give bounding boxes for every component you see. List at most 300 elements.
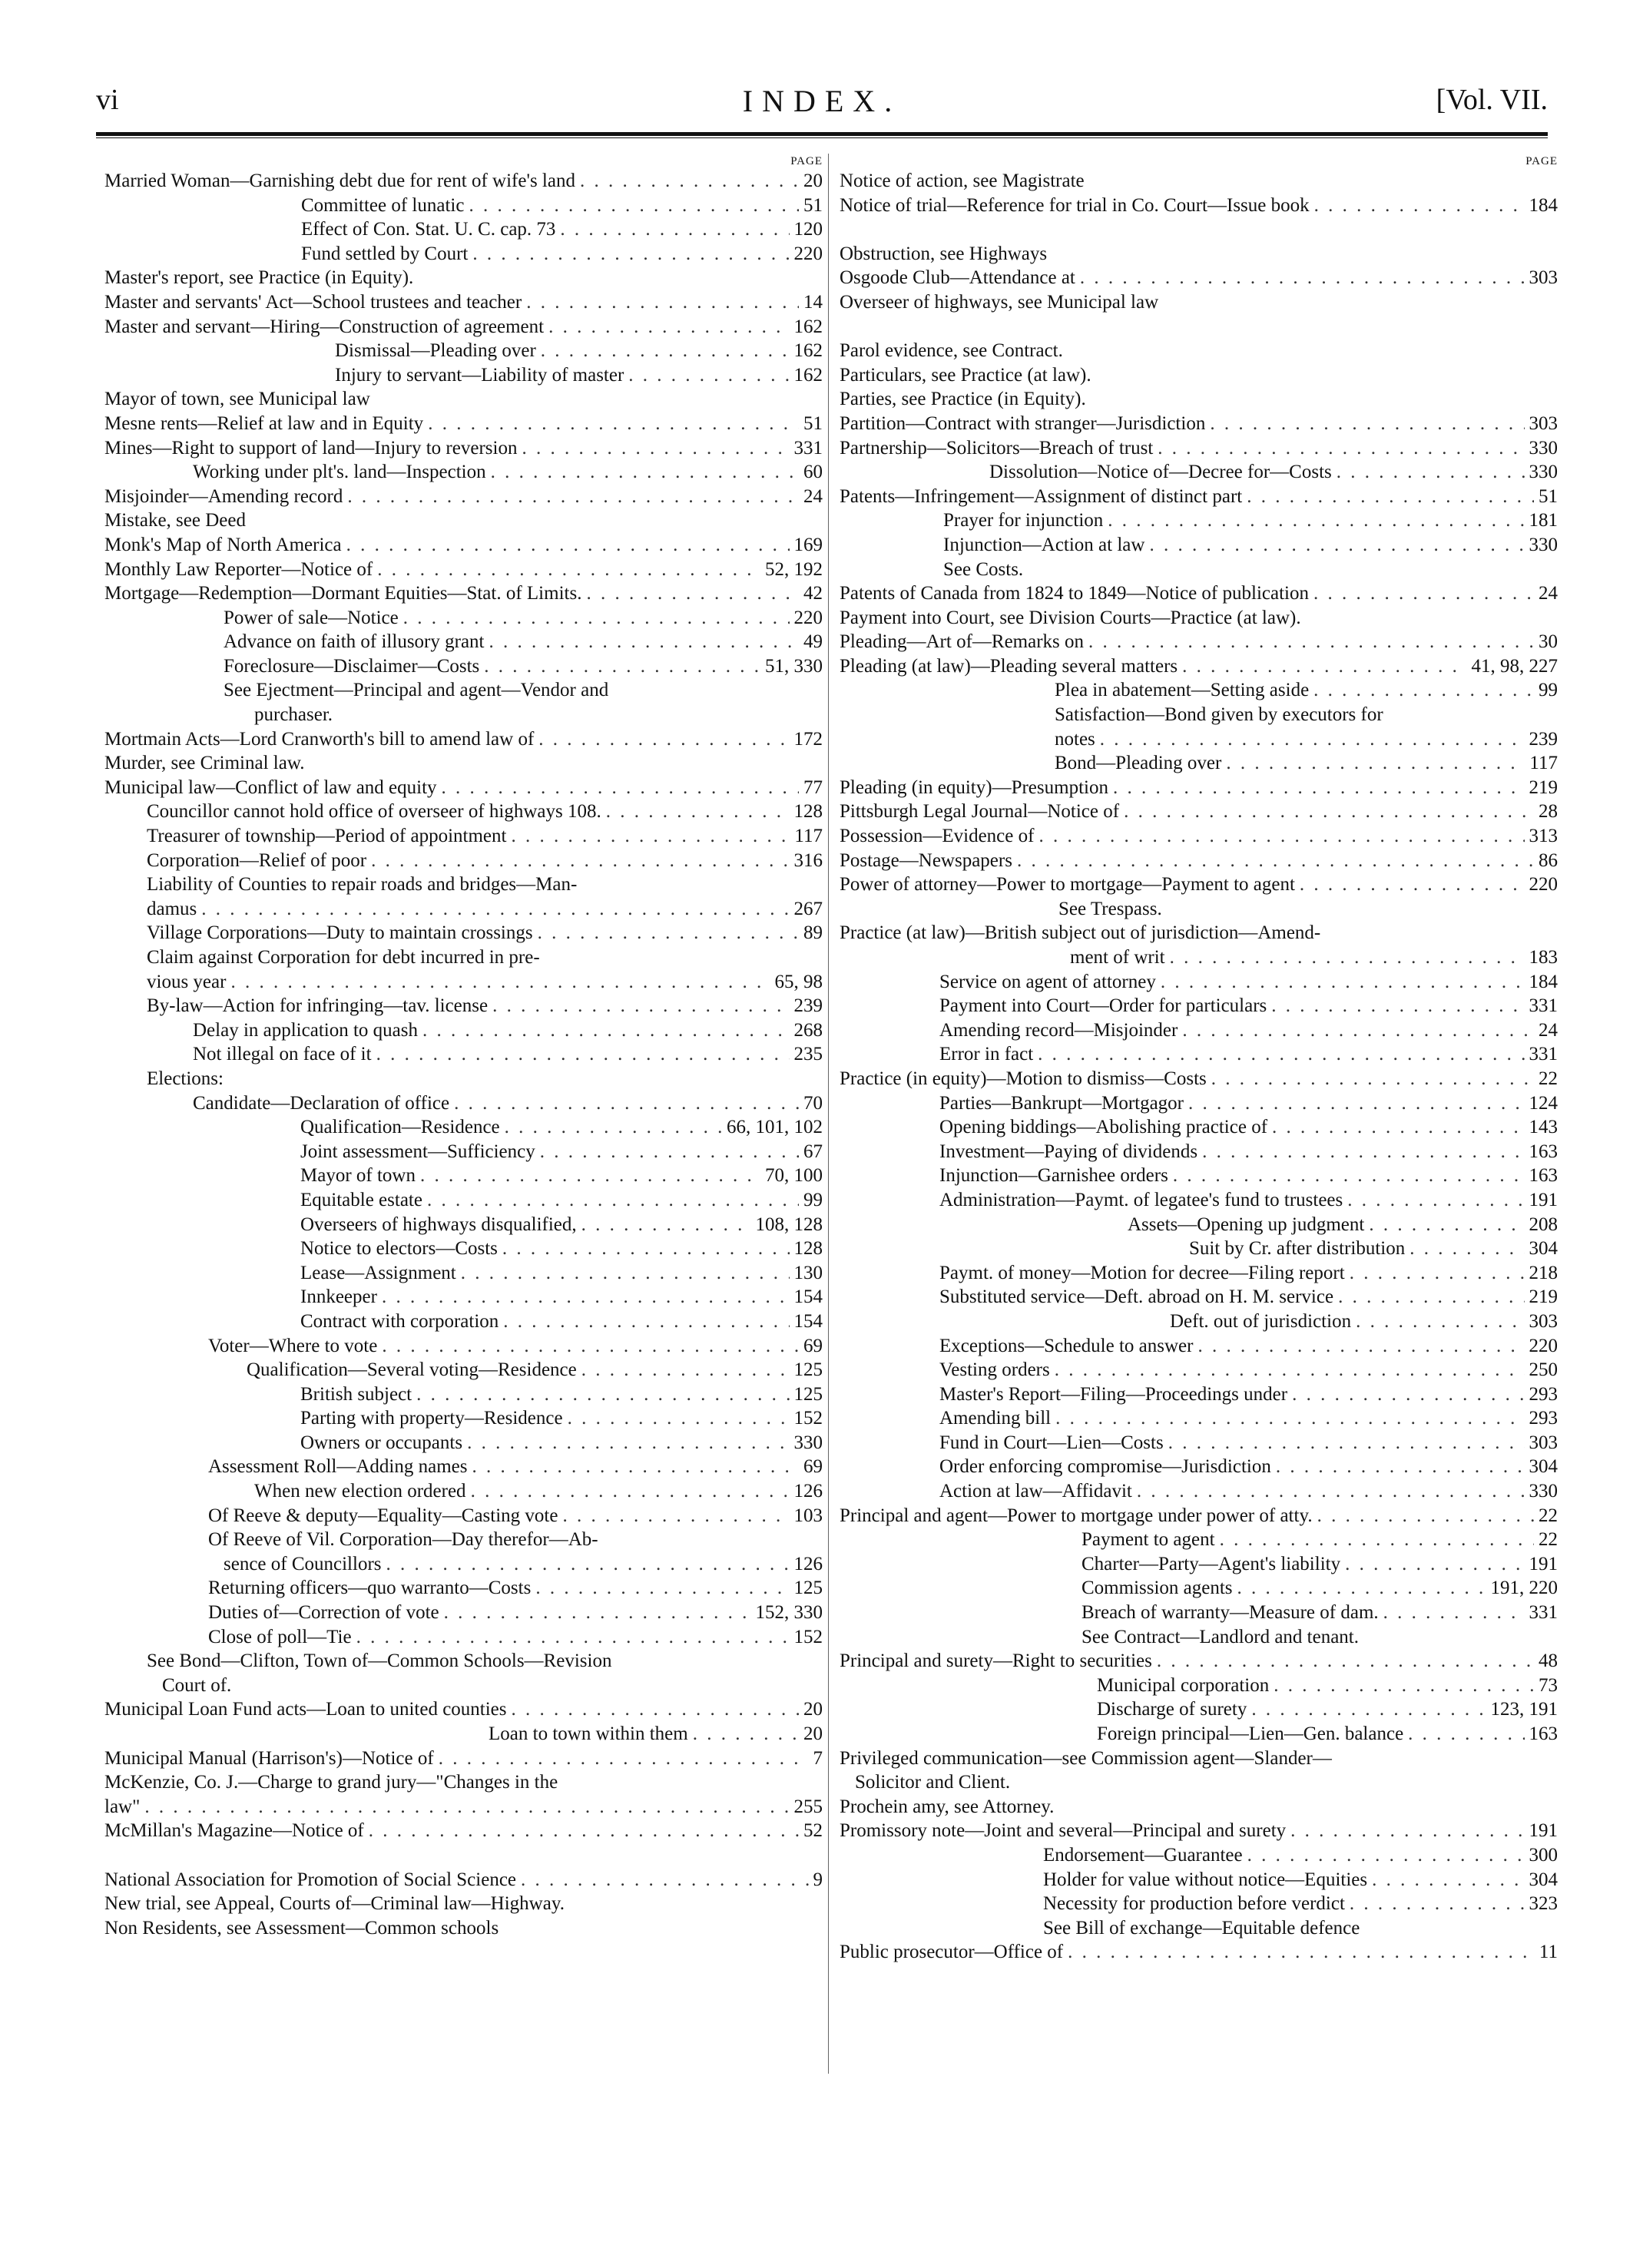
leader-dots <box>503 1309 789 1334</box>
index-entry <box>104 1188 823 1213</box>
leader-dots <box>472 1455 800 1479</box>
entry-page-ref: 218 <box>1529 1262 1558 1283</box>
entry-text: Notice of action, see Magistrate <box>840 171 1085 191</box>
entry-page-ref: 126 <box>793 1553 823 1574</box>
entry-page-ref: 220 <box>793 243 823 264</box>
entry-page-ref: 162 <box>793 364 823 386</box>
entry-text: Of Reeve & deputy—Equality—Casting vote <box>208 1505 558 1526</box>
index-entry <box>840 1164 1558 1188</box>
leader-dots <box>1100 727 1525 752</box>
entry-text: See Contract—Landlord and tenant. <box>1081 1626 1359 1647</box>
page-column-label: PAGE <box>1525 155 1558 167</box>
entry-text: Charter—Party—Agent's liability <box>1081 1553 1341 1574</box>
column-divider <box>828 154 829 2074</box>
leader-dots <box>1149 533 1524 558</box>
entry-page-ref: 70 <box>803 1092 823 1114</box>
entry-page-ref: 250 <box>1529 1359 1558 1381</box>
leader-dots <box>1158 436 1524 461</box>
index-entry <box>104 1528 823 1552</box>
entry-page-ref: 255 <box>793 1796 823 1817</box>
entry-text: Voter—Where to vote <box>208 1335 378 1356</box>
entry-text: law" <box>104 1796 141 1817</box>
leader-dots <box>1182 1018 1534 1043</box>
index-entry <box>840 945 1558 970</box>
index-entry <box>104 412 823 436</box>
entry-text: Of Reeve of Vil. Corporation—Day therefor—Ab- <box>208 1529 598 1551</box>
leader-dots <box>1247 485 1534 509</box>
index-entry <box>840 872 1558 897</box>
entry-text: Amending bill <box>939 1408 1052 1429</box>
entry-page-ref: 123, 191 <box>1490 1699 1558 1720</box>
index-entry <box>104 970 823 995</box>
leader-dots <box>1211 1067 1534 1091</box>
leader-dots <box>1197 1334 1524 1359</box>
entry-text: Fund in Court—Lien—Costs <box>939 1432 1164 1453</box>
entry-text: Notice to electors—Costs <box>300 1238 498 1260</box>
entry-text: Councillor cannot hold office of overseer of highways 108. <box>147 801 601 823</box>
leader-dots <box>144 1795 789 1819</box>
index-entry <box>840 1916 1558 1941</box>
entry-text: Suit by Cr. after distribution <box>1189 1238 1406 1260</box>
leader-dots <box>581 1213 751 1237</box>
entry-text: Discharge of surety <box>1097 1699 1247 1720</box>
index-entry <box>104 1504 823 1528</box>
leader-dots <box>693 1722 799 1747</box>
leader-dots <box>1251 1697 1486 1722</box>
index-entry <box>104 508 823 533</box>
entry-text: Master and servant—Hiring—Construction of agreement <box>104 316 545 337</box>
index-entry <box>840 678 1558 703</box>
entry-text: Possession—Evidence of <box>840 826 1035 847</box>
leader-dots <box>1383 1601 1525 1625</box>
leader-dots <box>1113 776 1525 800</box>
index-entry <box>840 1237 1558 1261</box>
entry-text: Committee of lunatic <box>301 194 465 216</box>
entry-page-ref: 51 <box>1539 485 1558 507</box>
index-entry <box>840 849 1558 873</box>
index-entry <box>104 1309 823 1334</box>
leader-dots <box>403 606 790 631</box>
entry-page-ref: 48 <box>1539 1651 1558 1672</box>
entry-text: Partnership—Solicitors—Breach of trust <box>840 437 1154 459</box>
leader-dots <box>1290 1819 1524 1843</box>
entry-text: Murder, see Criminal law. <box>104 753 305 774</box>
entry-page-ref: 304 <box>1529 1456 1558 1478</box>
index-entry <box>840 363 1558 388</box>
entry-text: Necessity for production before verdict <box>1043 1893 1345 1915</box>
leader-dots <box>1350 1892 1525 1916</box>
entry-text: Action at law—Affidavit <box>939 1481 1132 1502</box>
entry-text: Innkeeper <box>300 1286 377 1308</box>
index-entry <box>104 872 823 897</box>
entry-page-ref: 191 <box>1529 1189 1558 1210</box>
leader-dots <box>356 1625 790 1650</box>
blank-line <box>840 315 1558 339</box>
leader-dots <box>1220 1528 1534 1552</box>
entry-text: Joint assessment—Sufficiency <box>300 1141 535 1162</box>
entry-text: Parol evidence, see Contract. <box>840 340 1063 362</box>
entry-page-ref: 125 <box>793 1359 823 1381</box>
leader-dots <box>1313 678 1534 703</box>
page-number: vi <box>96 84 119 116</box>
entry-text: Overseer of highways, see Municipal law <box>840 291 1159 313</box>
index-entry <box>104 1285 823 1309</box>
leader-dots <box>371 849 789 873</box>
entry-page-ref: 20 <box>803 1699 823 1720</box>
leader-dots <box>560 217 789 242</box>
entry-page-ref: 303 <box>1529 1432 1558 1453</box>
entry-text: Municipal Loan Fund acts—Loan to united counties <box>104 1699 507 1720</box>
entry-page-ref: 293 <box>1529 1408 1558 1429</box>
entry-page-ref: 268 <box>793 1019 823 1041</box>
index-entry <box>104 436 823 461</box>
index-entry <box>104 1358 823 1382</box>
entry-text: purchaser. <box>254 704 333 726</box>
entry-text: Pleading (at law)—Pleading several matters <box>840 655 1178 677</box>
index-entry <box>104 1140 823 1164</box>
entry-text: Principal and agent—Power to mortgage under power of atty. <box>840 1505 1313 1526</box>
leader-dots <box>1068 1940 1535 1965</box>
leader-dots <box>230 970 770 995</box>
page-header <box>96 83 1548 137</box>
entry-text: Equitable estate <box>300 1189 422 1210</box>
index-entry <box>104 897 823 922</box>
index-entry <box>840 1795 1558 1819</box>
index-entry <box>104 1649 823 1674</box>
entry-text: Mayor of town, see Municipal law <box>104 389 370 410</box>
entry-page-ref: 73 <box>1539 1674 1558 1696</box>
index-entry <box>840 1649 1558 1674</box>
entry-page-ref: 125 <box>793 1578 823 1599</box>
entry-text: Duties of—Correction of vote <box>208 1602 439 1624</box>
entry-page-ref: 152 <box>793 1626 823 1647</box>
index-entry <box>840 1479 1558 1504</box>
entry-text: Master and servants' Act—School trustees and teacher <box>104 291 522 313</box>
leader-dots <box>491 460 799 485</box>
index-entry <box>104 678 823 703</box>
entry-page-ref: 11 <box>1539 1942 1558 1963</box>
leader-dots <box>502 1237 790 1261</box>
entry-page-ref: 183 <box>1529 947 1558 968</box>
leader-dots <box>522 436 789 461</box>
leader-dots <box>422 1018 790 1043</box>
index-entry <box>104 1674 823 1698</box>
entry-page-ref: 219 <box>1529 1286 1558 1308</box>
leader-dots <box>428 412 799 436</box>
entry-page-ref: 69 <box>803 1335 823 1356</box>
entry-page-ref: 108, 128 <box>755 1213 823 1235</box>
leader-dots <box>1409 1237 1524 1261</box>
entry-text: Misjoinder—Amending record <box>104 485 343 507</box>
index-entry <box>104 994 823 1018</box>
index-entry <box>840 1576 1558 1601</box>
entry-page-ref: 52 <box>803 1820 823 1842</box>
entry-text: Injury to servant—Liability of master <box>335 364 624 386</box>
index-entry <box>840 1770 1558 1795</box>
entry-page-ref: 304 <box>1529 1238 1558 1260</box>
index-entry <box>104 1018 823 1043</box>
index-entry <box>840 1382 1558 1407</box>
index-entry <box>840 1892 1558 1916</box>
index-list-left <box>104 169 823 1940</box>
index-entry <box>104 387 823 412</box>
entry-page-ref: 293 <box>1529 1383 1558 1405</box>
leader-dots <box>512 1697 799 1722</box>
entry-text: Mistake, see Deed <box>104 510 246 531</box>
index-entry <box>104 945 823 970</box>
entry-page-ref: 331 <box>793 437 823 459</box>
entry-text: Exceptions—Schedule to answer <box>939 1335 1194 1356</box>
leader-dots <box>454 1091 799 1116</box>
index-entry <box>104 1406 823 1431</box>
entry-page-ref: 130 <box>793 1262 823 1283</box>
entry-page-ref: 24 <box>803 485 823 507</box>
entry-page-ref: 117 <box>794 826 823 847</box>
entry-text: McMillan's Magazine—Notice of <box>104 1820 364 1842</box>
entry-text: Parties—Bankrupt—Mortgagor <box>939 1092 1184 1114</box>
entry-text: Obstruction, see Highways <box>840 243 1048 264</box>
entry-page-ref: 65, 98 <box>774 971 823 992</box>
entry-page-ref: 184 <box>1529 971 1558 992</box>
entry-text: Mortmain Acts—Lord Cranworth's bill to amend law of <box>104 728 535 750</box>
entry-page-ref: 191 <box>1529 1553 1558 1574</box>
index-entry <box>840 1747 1558 1771</box>
index-entry <box>104 921 823 945</box>
entry-page-ref: 330 <box>1529 534 1558 555</box>
entry-text: Commission agents <box>1081 1578 1233 1599</box>
entry-page-ref: 152 <box>793 1408 823 1429</box>
index-entry <box>104 1795 823 1819</box>
index-entry <box>840 1358 1558 1382</box>
entry-text: Qualification—Residence <box>300 1117 500 1138</box>
index-entry <box>104 727 823 752</box>
index-entry <box>840 1140 1558 1164</box>
index-entry <box>840 1188 1558 1213</box>
page-title: INDEX. <box>742 84 902 118</box>
entry-page-ref: 22 <box>1539 1505 1558 1526</box>
index-entry <box>104 1916 823 1941</box>
entry-text: Monk's Map of North America <box>104 534 342 555</box>
entry-page-ref: 99 <box>1539 680 1558 701</box>
entry-text: Vesting orders <box>939 1359 1050 1381</box>
entry-page-ref: 323 <box>1529 1893 1558 1915</box>
entry-page-ref: 330 <box>1529 462 1558 483</box>
entry-page-ref: 124 <box>1529 1092 1558 1114</box>
entry-text: Dismissal—Pleading over <box>335 340 536 362</box>
entry-text: Municipal Manual (Harrison's)—Notice of <box>104 1747 434 1769</box>
index-entry <box>104 824 823 849</box>
index-entry <box>104 1819 823 1843</box>
index-entry <box>104 1868 823 1892</box>
entry-text: Satisfaction—Bond given by executors for <box>1055 704 1383 726</box>
entry-text: Claim against Corporation for debt incurred in pre- <box>147 947 540 968</box>
entry-page-ref: 66, 101, 102 <box>727 1117 823 1138</box>
leader-dots <box>1173 1164 1525 1188</box>
entry-page-ref: 67 <box>803 1141 823 1162</box>
entry-page-ref: 128 <box>793 801 823 823</box>
index-entry <box>104 1625 823 1650</box>
entry-text: Public prosecutor—Office of <box>840 1942 1064 1963</box>
index-entry <box>840 242 1558 267</box>
entry-text: vious year <box>147 971 227 992</box>
leader-dots <box>376 1042 790 1067</box>
leader-dots <box>1272 1115 1524 1140</box>
entry-page-ref: 191 <box>1529 1820 1558 1842</box>
entry-page-ref: 154 <box>793 1286 823 1308</box>
leader-dots <box>377 558 760 582</box>
index-entry <box>104 1601 823 1625</box>
entry-text: Solicitor and Client. <box>855 1772 1011 1793</box>
leader-dots <box>467 1431 789 1455</box>
entry-page-ref: 152, 330 <box>755 1602 823 1624</box>
entry-text: Treasurer of township—Period of appointment <box>147 826 507 847</box>
entry-text: Dissolution—Notice of—Decree for—Costs <box>989 462 1332 483</box>
entry-page-ref: 30 <box>1539 631 1558 653</box>
index-entry <box>104 1431 823 1455</box>
index-entry <box>840 1552 1558 1577</box>
entry-text: Osgoode Club—Attendance at <box>840 267 1075 289</box>
entry-text: Master's report, see Practice (in Equity). <box>104 267 414 289</box>
index-entry <box>104 1770 823 1795</box>
entry-text: Working under plt's. land—Inspection <box>193 462 486 483</box>
entry-page-ref: 313 <box>1529 826 1558 847</box>
entry-text: See Trespass. <box>1058 898 1162 919</box>
index-entry <box>840 558 1558 582</box>
entry-page-ref: 20 <box>803 171 823 191</box>
leader-dots <box>1210 412 1524 436</box>
entry-text: Breach of warranty—Measure of dam. <box>1081 1602 1379 1624</box>
index-entry <box>840 630 1558 654</box>
entry-text: Amending record—Misjoinder <box>939 1019 1178 1041</box>
entry-text: Parties, see Practice (in Equity). <box>840 389 1086 410</box>
entry-page-ref: 41, 98, 227 <box>1471 655 1558 677</box>
entry-text: Power of sale—Notice <box>224 607 399 628</box>
entry-text: Non Residents, see Assessment—Common schools <box>104 1917 499 1939</box>
entry-text: Delay in application to quash <box>193 1019 418 1041</box>
entry-page-ref: 220 <box>793 607 823 628</box>
index-entry <box>104 558 823 582</box>
entry-text: Foreclosure—Disclaimer—Costs <box>224 655 480 677</box>
entry-page-ref: 220 <box>1529 1335 1558 1356</box>
index-entry <box>840 290 1558 315</box>
entry-text: Corporation—Relief of poor <box>147 849 367 871</box>
entry-page-ref: 239 <box>793 995 823 1017</box>
leader-dots <box>1372 1868 1524 1892</box>
index-entry <box>840 800 1558 824</box>
index-entry <box>840 897 1558 922</box>
entry-text: Paymt. of money—Motion for decree—Filing report <box>939 1262 1345 1283</box>
leader-dots <box>1317 1504 1534 1528</box>
index-entry <box>104 849 823 873</box>
entry-page-ref: 49 <box>803 631 823 653</box>
leader-dots <box>444 1601 751 1625</box>
index-entry <box>840 921 1558 945</box>
entry-text: Mines—Right to support of land—Injury to reversion <box>104 437 518 459</box>
index-entry <box>840 1334 1558 1359</box>
index-entry <box>104 339 823 363</box>
leader-dots <box>1170 945 1525 970</box>
leader-dots <box>1292 1382 1524 1407</box>
entry-text: Elections: <box>147 1068 224 1089</box>
entry-page-ref: 89 <box>803 922 823 944</box>
entry-text: Order enforcing compromise—Jurisdiction <box>939 1456 1271 1478</box>
index-entry <box>840 436 1558 461</box>
volume-label: [Vol. VII. <box>1436 84 1548 116</box>
leader-dots <box>1188 1091 1524 1116</box>
leader-dots <box>1247 1843 1525 1868</box>
entry-text: See Bond—Clifton, Town of—Common Schools—Revision <box>147 1651 612 1672</box>
index-entry <box>104 654 823 679</box>
entry-text: ment of writ <box>1070 947 1165 968</box>
leader-dots <box>382 1334 799 1359</box>
blank-line <box>840 217 1558 242</box>
entry-text: Municipal corporation <box>1097 1674 1270 1696</box>
index-entry <box>104 1747 823 1771</box>
index-entry <box>840 1091 1558 1116</box>
index-entry <box>840 1261 1558 1286</box>
leader-dots <box>1314 194 1525 218</box>
index-entry <box>104 363 823 388</box>
entry-text: When new election ordered <box>254 1481 466 1502</box>
index-entry <box>840 1722 1558 1747</box>
entry-text: Effect of Con. Stat. U. C. cap. 73 <box>301 219 556 240</box>
entry-text: Municipal law—Conflict of law and equity <box>104 776 437 798</box>
entry-page-ref: 163 <box>1529 1723 1558 1744</box>
leader-dots <box>347 485 799 509</box>
index-entry <box>104 169 823 194</box>
index-entry <box>840 266 1558 290</box>
index-entry <box>104 1455 823 1479</box>
entry-page-ref: 330 <box>793 1432 823 1453</box>
entry-page-ref: 14 <box>803 291 823 313</box>
index-entry <box>104 800 823 824</box>
index-entry <box>104 1115 823 1140</box>
index-entry <box>840 1819 1558 1843</box>
leader-dots <box>1313 581 1534 606</box>
entry-text: Prochein amy, see Attorney. <box>840 1796 1055 1817</box>
index-entry <box>104 1091 823 1116</box>
leader-dots <box>1137 1479 1525 1504</box>
entry-page-ref: 51 <box>803 194 823 216</box>
index-entry <box>840 1285 1558 1309</box>
index-entry <box>104 1334 823 1359</box>
leader-dots <box>628 363 789 388</box>
entry-page-ref: 191, 220 <box>1490 1578 1558 1599</box>
entry-text: Postage—Newspapers <box>840 849 1012 871</box>
leader-dots <box>346 533 790 558</box>
entry-text: Payment into Court, see Division Courts—Practice (at law). <box>840 607 1301 628</box>
leader-dots <box>505 1115 722 1140</box>
index-entry <box>104 751 823 776</box>
index-entry <box>104 1237 823 1261</box>
leader-dots <box>1237 1576 1486 1601</box>
entry-page-ref: 184 <box>1529 194 1558 216</box>
entry-text: Particulars, see Practice (at law). <box>840 364 1091 386</box>
entry-page-ref: 42 <box>803 583 823 604</box>
entry-page-ref: 235 <box>793 1044 823 1065</box>
entry-text: Patents of Canada from 1824 to 1849—Notice of publication <box>840 583 1309 604</box>
entry-text: Overseers of highways disqualified, <box>300 1213 577 1235</box>
entry-text: Loan to town within them <box>489 1723 688 1744</box>
entry-text: Village Corporations—Duty to maintain crossings <box>147 922 533 944</box>
entry-text: Master's Report—Filing—Proceedings under <box>939 1383 1288 1405</box>
index-entry <box>840 776 1558 800</box>
index-entry <box>104 460 823 485</box>
index-entry <box>840 1674 1558 1698</box>
entry-text: Endorsement—Guarantee <box>1043 1844 1243 1866</box>
index-entry <box>104 581 823 606</box>
page-column-label: PAGE <box>790 155 823 167</box>
